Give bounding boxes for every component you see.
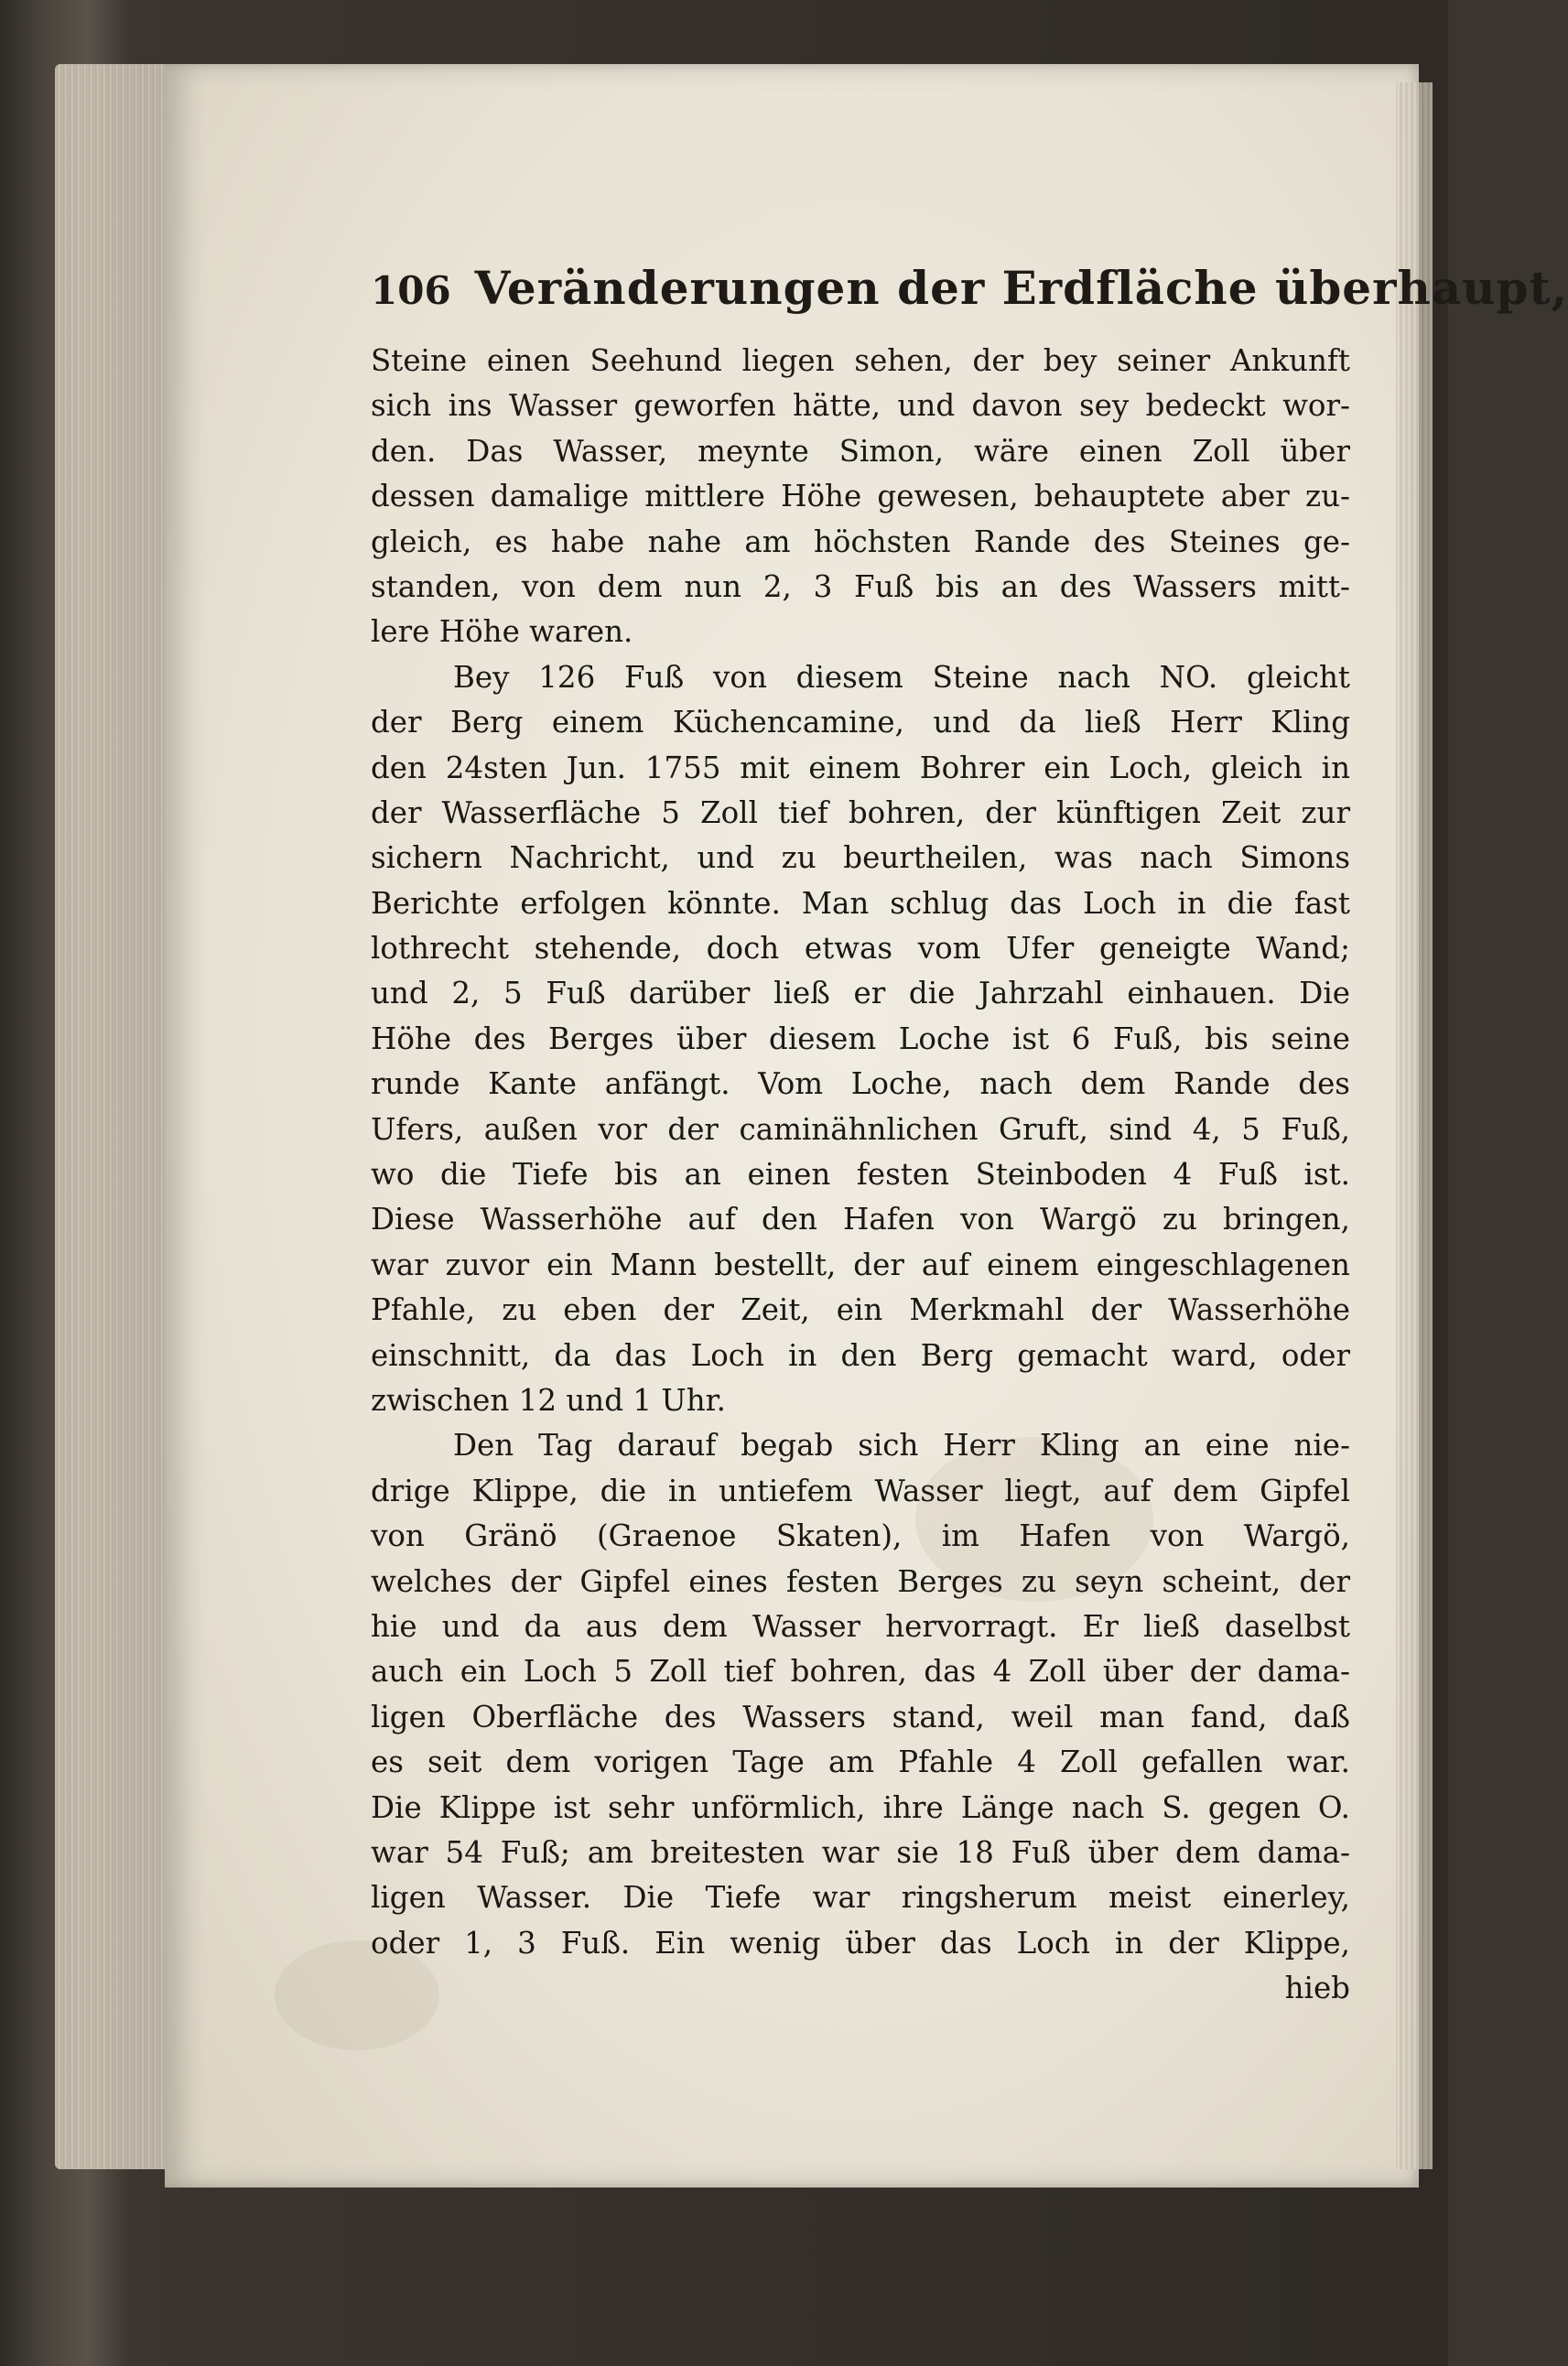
text-line: welches der Gipfel eines festen Berges zu seyn scheint, der — [371, 1563, 1350, 1599]
text-line: Diese Wasserhöhe auf den Hafen von Wargö zu bringen, — [371, 1202, 1350, 1237]
text-line: sich ins Wasser geworfen hätte, und davon sey bedeckt wor- — [371, 388, 1350, 424]
page-header — [371, 261, 1568, 315]
text-line: Steine einen Seehund liegen sehen, der bey seiner Ankunft — [371, 343, 1350, 378]
page-number: 106 — [371, 268, 451, 313]
text-line: drige Klippe, die in untiefem Wasser liegt, auf dem Gipfel — [371, 1473, 1350, 1508]
text-line: Die Klippe ist sehr unförmlich, ihre Länge nach S. gegen O. — [371, 1789, 1350, 1825]
text-line: runde Kante anfängt. Vom Loche, nach dem Rande des — [371, 1066, 1350, 1102]
text-line: Ufers, außen vor der caminähnlichen Gruft, sind 4, 5 Fuß, — [371, 1111, 1350, 1147]
text-line: Pfahle, zu eben der Zeit, ein Merkmahl der Wasserhöhe — [371, 1292, 1350, 1328]
text-line: lothrecht stehende, doch etwas vom Ufer geneigte Wand; — [371, 931, 1350, 967]
text-line: Den Tag darauf begab sich Herr Kling an eine nie- — [453, 1428, 1350, 1464]
text-line: der Berg einem Küchencamine, und da ließ Herr Kling — [371, 705, 1350, 740]
text-line: Höhe des Berges über diesem Loche ist 6 Fuß, bis seine — [371, 1021, 1350, 1056]
text-line: ligen Oberfläche des Wassers stand, weil man fand, daß — [371, 1699, 1350, 1734]
text-line: und 2, 5 Fuß darüber ließ er die Jahrzahl einhauen. Die — [371, 976, 1350, 1011]
text-line: den. Das Wasser, meynte Simon, wäre einen Zoll über — [371, 433, 1350, 469]
text-line: es seit dem vorigen Tage am Pfahle 4 Zoll gefallen war. — [371, 1745, 1350, 1780]
text-line: dessen damalige mittlere Höhe gewesen, behauptete aber zu- — [371, 479, 1350, 514]
text-line: standen, von dem nun 2, 3 Fuß bis an des Wassers mitt- — [371, 568, 1350, 604]
text-line: gleich, es habe nahe am höchsten Rande des Steines ge- — [371, 524, 1350, 559]
page-edges-right — [1396, 82, 1433, 2169]
catchword: hieb — [1284, 1971, 1350, 2006]
text-line: war zuvor ein Mann bestellt, der auf einem eingeschlagenen — [371, 1247, 1350, 1282]
body-text — [371, 339, 1350, 2011]
text-line: von Gränö (Graenoe Skaten), im Hafen von Wargö, — [371, 1518, 1350, 1554]
text-line: sichern Nachricht, und zu beurtheilen, was nach Simons — [371, 840, 1350, 876]
text-line: Berichte erfolgen könnte. Man schlug das Loch in die fast — [371, 885, 1350, 921]
running-head: Veränderungen der Erdfläche überhaupt, — [474, 261, 1568, 315]
text-line: auch ein Loch 5 Zoll tief bohren, das 4 Zoll über der dama- — [371, 1654, 1350, 1690]
text-line: wo die Tiefe bis an einen festen Steinboden 4 Fuß ist. — [371, 1157, 1350, 1193]
text-line: hie und da aus dem Wasser hervorragt. Er ließ daselbst — [371, 1608, 1350, 1644]
text-line: den 24sten Jun. 1755 mit einem Bohrer ein Loch, gleich in — [371, 750, 1350, 785]
text-line: lere Höhe waren. — [371, 614, 633, 650]
text-line: ligen Wasser. Die Tiefe war ringsherum meist einerley, — [371, 1880, 1350, 1916]
text-line: oder 1, 3 Fuß. Ein wenig über das Loch in der Klippe, — [371, 1925, 1350, 1961]
text-line: der Wasserfläche 5 Zoll tief bohren, der künftigen Zeit zur — [371, 794, 1350, 830]
text-line: einschnitt, da das Loch in den Berg gemacht ward, oder — [371, 1337, 1350, 1373]
text-line: Bey 126 Fuß von diesem Steine nach NO. gleicht — [453, 659, 1350, 695]
text-line: zwischen 12 und 1 Uhr. — [371, 1382, 726, 1418]
text-line: war 54 Fuß; am breitesten war sie 18 Fuß über dem dama- — [371, 1834, 1350, 1870]
